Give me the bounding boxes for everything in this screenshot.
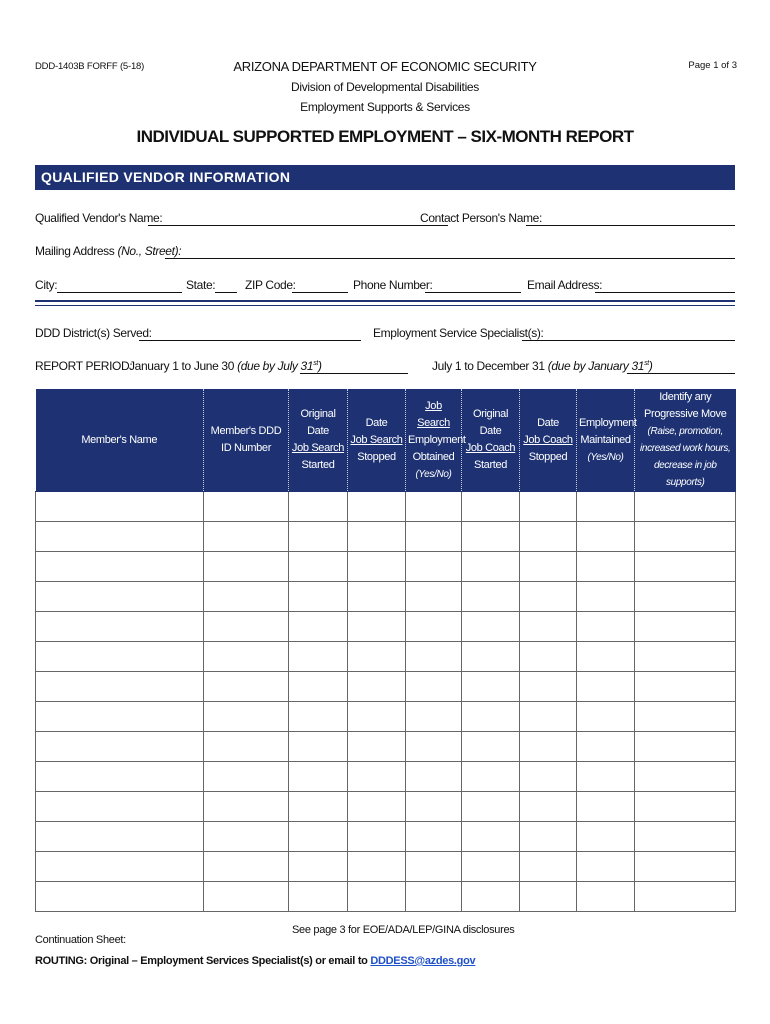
table-cell[interactable] [635,822,736,852]
table-row [36,612,736,642]
table-cell[interactable] [289,822,348,852]
table-cell[interactable] [406,552,462,582]
city-label: City: [35,278,58,292]
table-cell[interactable] [406,822,462,852]
table-row [36,492,736,522]
table-row [36,642,736,672]
section-header-vendor-info: QUALIFIED VENDOR INFORMATION [35,165,735,190]
table-cell[interactable] [462,792,520,822]
table-header-row [36,389,736,492]
table-cell[interactable] [462,612,520,642]
table-cell[interactable] [520,852,577,882]
table-cell[interactable] [36,852,204,882]
table-cell[interactable] [635,702,736,732]
eoe-disclosure: See page 3 for EOE/ADA/LEP/GINA disclosures [292,924,515,936]
table-cell[interactable] [520,642,577,672]
table-cell[interactable] [520,672,577,702]
table-cell[interactable] [348,492,406,522]
period2-field[interactable] [627,373,735,374]
table-cell[interactable] [520,792,577,822]
table-cell[interactable] [577,732,635,762]
table-cell[interactable] [635,492,736,522]
city-field[interactable] [57,292,182,293]
table-cell[interactable] [577,582,635,612]
table-cell[interactable] [406,582,462,612]
table-cell[interactable] [204,762,289,792]
table-cell[interactable] [577,672,635,702]
zip-field[interactable] [292,292,348,293]
section-divider [35,300,735,302]
table-body [36,492,736,912]
table-cell[interactable] [204,732,289,762]
table-cell[interactable] [635,882,736,912]
table-cell[interactable] [635,582,736,612]
table-cell[interactable] [289,702,348,732]
table-cell[interactable] [204,882,289,912]
report-period-label: REPORT PERIOD: [35,359,133,373]
table-cell[interactable] [577,552,635,582]
table-cell[interactable] [406,852,462,882]
table-cell[interactable] [289,852,348,882]
table-cell[interactable] [520,702,577,732]
table-cell[interactable] [36,792,204,822]
table-cell[interactable] [577,762,635,792]
table-cell[interactable] [36,732,204,762]
table-cell[interactable] [204,522,289,552]
table-cell[interactable] [406,522,462,552]
table-cell[interactable] [204,552,289,582]
table-cell[interactable] [204,672,289,702]
table-cell[interactable] [348,882,406,912]
row-vendor-contact [35,211,735,229]
email-label: Email Address: [527,278,603,292]
table-cell[interactable] [348,732,406,762]
districts-field[interactable] [139,340,361,341]
table-cell[interactable] [577,852,635,882]
col-ddd-id: Member's DDD ID Number [204,389,289,492]
phone-field[interactable] [425,292,521,293]
table-cell[interactable] [204,582,289,612]
zip-label: ZIP Code: [245,278,296,292]
table-cell[interactable] [36,552,204,582]
table-row [36,552,736,582]
table-cell[interactable] [348,702,406,732]
table-cell[interactable] [520,492,577,522]
col-job-search-started: Original Date Job Search Started [289,389,348,492]
row-contact-details [35,278,735,296]
col-job-coach-stopped: Date Job Coach Stopped [520,389,577,492]
mailing-address-label: Mailing Address (No., Street): [35,244,182,258]
row-district-specialist [35,326,735,344]
row-mailing-address [35,244,735,262]
table-cell[interactable] [36,702,204,732]
table-cell[interactable] [520,762,577,792]
table-cell[interactable] [462,882,520,912]
districts-label: DDD District(s) Served: [35,326,152,340]
table-cell[interactable] [635,762,736,792]
table-cell[interactable] [520,732,577,762]
table-cell[interactable] [289,492,348,522]
table-row [36,792,736,822]
table-cell[interactable] [462,852,520,882]
table-cell[interactable] [635,732,736,762]
table-cell[interactable] [406,762,462,792]
table-cell[interactable] [348,852,406,882]
table-cell[interactable] [204,702,289,732]
table-cell[interactable] [204,822,289,852]
row-report-period [35,359,735,377]
table-row [36,732,736,762]
table-cell[interactable] [204,492,289,522]
table-cell[interactable] [406,492,462,522]
col-job-coach-started: Original Date Job Coach Started [462,389,520,492]
table-cell[interactable] [520,822,577,852]
table-cell[interactable] [36,882,204,912]
vendor-name-field[interactable] [148,225,448,226]
table-row [36,852,736,882]
table-row [36,672,736,702]
table-row [36,702,736,732]
table-cell[interactable] [289,552,348,582]
table-cell[interactable] [406,732,462,762]
vendor-name-label: Qualified Vendor's Name: [35,211,163,225]
table-cell[interactable] [520,882,577,912]
table-cell[interactable] [635,612,736,642]
table-cell[interactable] [462,822,520,852]
table-cell[interactable] [204,852,289,882]
table-cell[interactable] [348,612,406,642]
table-cell[interactable] [577,492,635,522]
table-cell[interactable] [635,552,736,582]
table-cell[interactable] [520,582,577,612]
table-cell[interactable] [520,612,577,642]
phone-label: Phone Number: [353,278,433,292]
period2-label: July 1 to December 31 (due by January 31st) [432,359,653,373]
table-cell[interactable] [462,702,520,732]
table-cell[interactable] [348,792,406,822]
table-cell[interactable] [635,852,736,882]
table-cell[interactable] [577,642,635,672]
table-cell[interactable] [289,672,348,702]
table-cell[interactable] [577,522,635,552]
routing-note: ROUTING: Original – Employment Services Specialist(s) or email to DDDESS@azdes.gov [35,955,476,967]
table-cell[interactable] [406,882,462,912]
form-id: DDD-1403B FORFF (5-18) [35,61,145,72]
col-employment-obtained: Job Search Employment Obtained (Yes/No) [406,389,462,492]
table-cell[interactable] [520,522,577,552]
table-cell[interactable] [462,552,520,582]
table-cell[interactable] [348,822,406,852]
table-cell[interactable] [635,792,736,822]
period1-field[interactable] [300,373,408,374]
table-cell[interactable] [577,612,635,642]
table-cell[interactable] [635,522,736,552]
col-progressive-move: Identify any Progressive Move (Raise, promotion, increased work hours, decrease in job supports) [635,389,736,492]
form-title: INDIVIDUAL SUPPORTED EMPLOYMENT – SIX-MONTH REPORT [136,127,634,146]
table-row [36,882,736,912]
col-employment-maintained: Employment Maintained (Yes/No) [577,389,635,492]
table-cell[interactable] [289,792,348,822]
table-cell[interactable] [36,822,204,852]
table-cell[interactable] [462,762,520,792]
contact-name-label: Contact Person's Name: [420,211,542,225]
table-cell[interactable] [577,882,635,912]
routing-email-link[interactable]: DDDESS@azdes.gov [370,955,476,967]
state-label: State: [186,278,216,292]
period1-label: January 1 to June 30 (due by July 31st) [129,359,322,373]
table-cell[interactable] [204,792,289,822]
table-cell[interactable] [577,822,635,852]
table-cell[interactable] [36,492,204,522]
col-job-search-stopped: Date Job Search Stopped [348,389,406,492]
table-cell[interactable] [462,522,520,552]
table-cell[interactable] [462,672,520,702]
division-name: Division of Developmental Disabilities [290,80,480,94]
table-cell[interactable] [577,792,635,822]
table-cell[interactable] [406,792,462,822]
table-cell[interactable] [635,642,736,672]
table-cell[interactable] [348,672,406,702]
table-cell[interactable] [462,642,520,672]
table-cell[interactable] [406,612,462,642]
table-cell[interactable] [289,612,348,642]
table-cell[interactable] [289,522,348,552]
table-cell[interactable] [204,642,289,672]
table-cell[interactable] [289,642,348,672]
table-row [36,762,736,792]
table-cell[interactable] [406,672,462,702]
mailing-address-field[interactable] [165,258,735,259]
table-cell[interactable] [635,672,736,702]
table-cell[interactable] [462,732,520,762]
page-number: Page 1 of 3 [688,60,737,71]
contact-name-field[interactable] [526,225,735,226]
table-cell[interactable] [289,732,348,762]
specialist-field[interactable] [522,340,735,341]
agency-name: ARIZONA DEPARTMENT OF ECONOMIC SECURITY [233,59,537,74]
table-cell[interactable] [348,582,406,612]
table-cell[interactable] [289,882,348,912]
table-cell[interactable] [520,552,577,582]
table-cell[interactable] [462,492,520,522]
table-row [36,522,736,552]
table-cell[interactable] [36,642,204,672]
email-field[interactable] [595,292,735,293]
table-cell[interactable] [36,762,204,792]
table-cell[interactable] [348,522,406,552]
specialist-label: Employment Service Specialist(s): [373,326,544,340]
table-cell[interactable] [406,642,462,672]
continuation-sheet-label: Continuation Sheet: [35,934,126,946]
table-cell[interactable] [462,582,520,612]
department-name: Employment Supports & Services [300,100,470,114]
table-row [36,582,736,612]
member-table [35,389,736,912]
section-divider-thin [35,305,735,306]
table-cell[interactable] [289,762,348,792]
table-row [36,822,736,852]
table-cell[interactable] [348,642,406,672]
col-member-name: Member's Name [36,389,204,492]
table-cell[interactable] [406,702,462,732]
table-cell[interactable] [36,582,204,612]
table-cell[interactable] [577,702,635,732]
table-cell[interactable] [348,762,406,792]
table-cell[interactable] [36,612,204,642]
table-cell[interactable] [204,612,289,642]
table-cell[interactable] [36,522,204,552]
table-cell[interactable] [289,582,348,612]
table-cell[interactable] [348,552,406,582]
table-cell[interactable] [36,672,204,702]
state-field[interactable] [215,292,237,293]
